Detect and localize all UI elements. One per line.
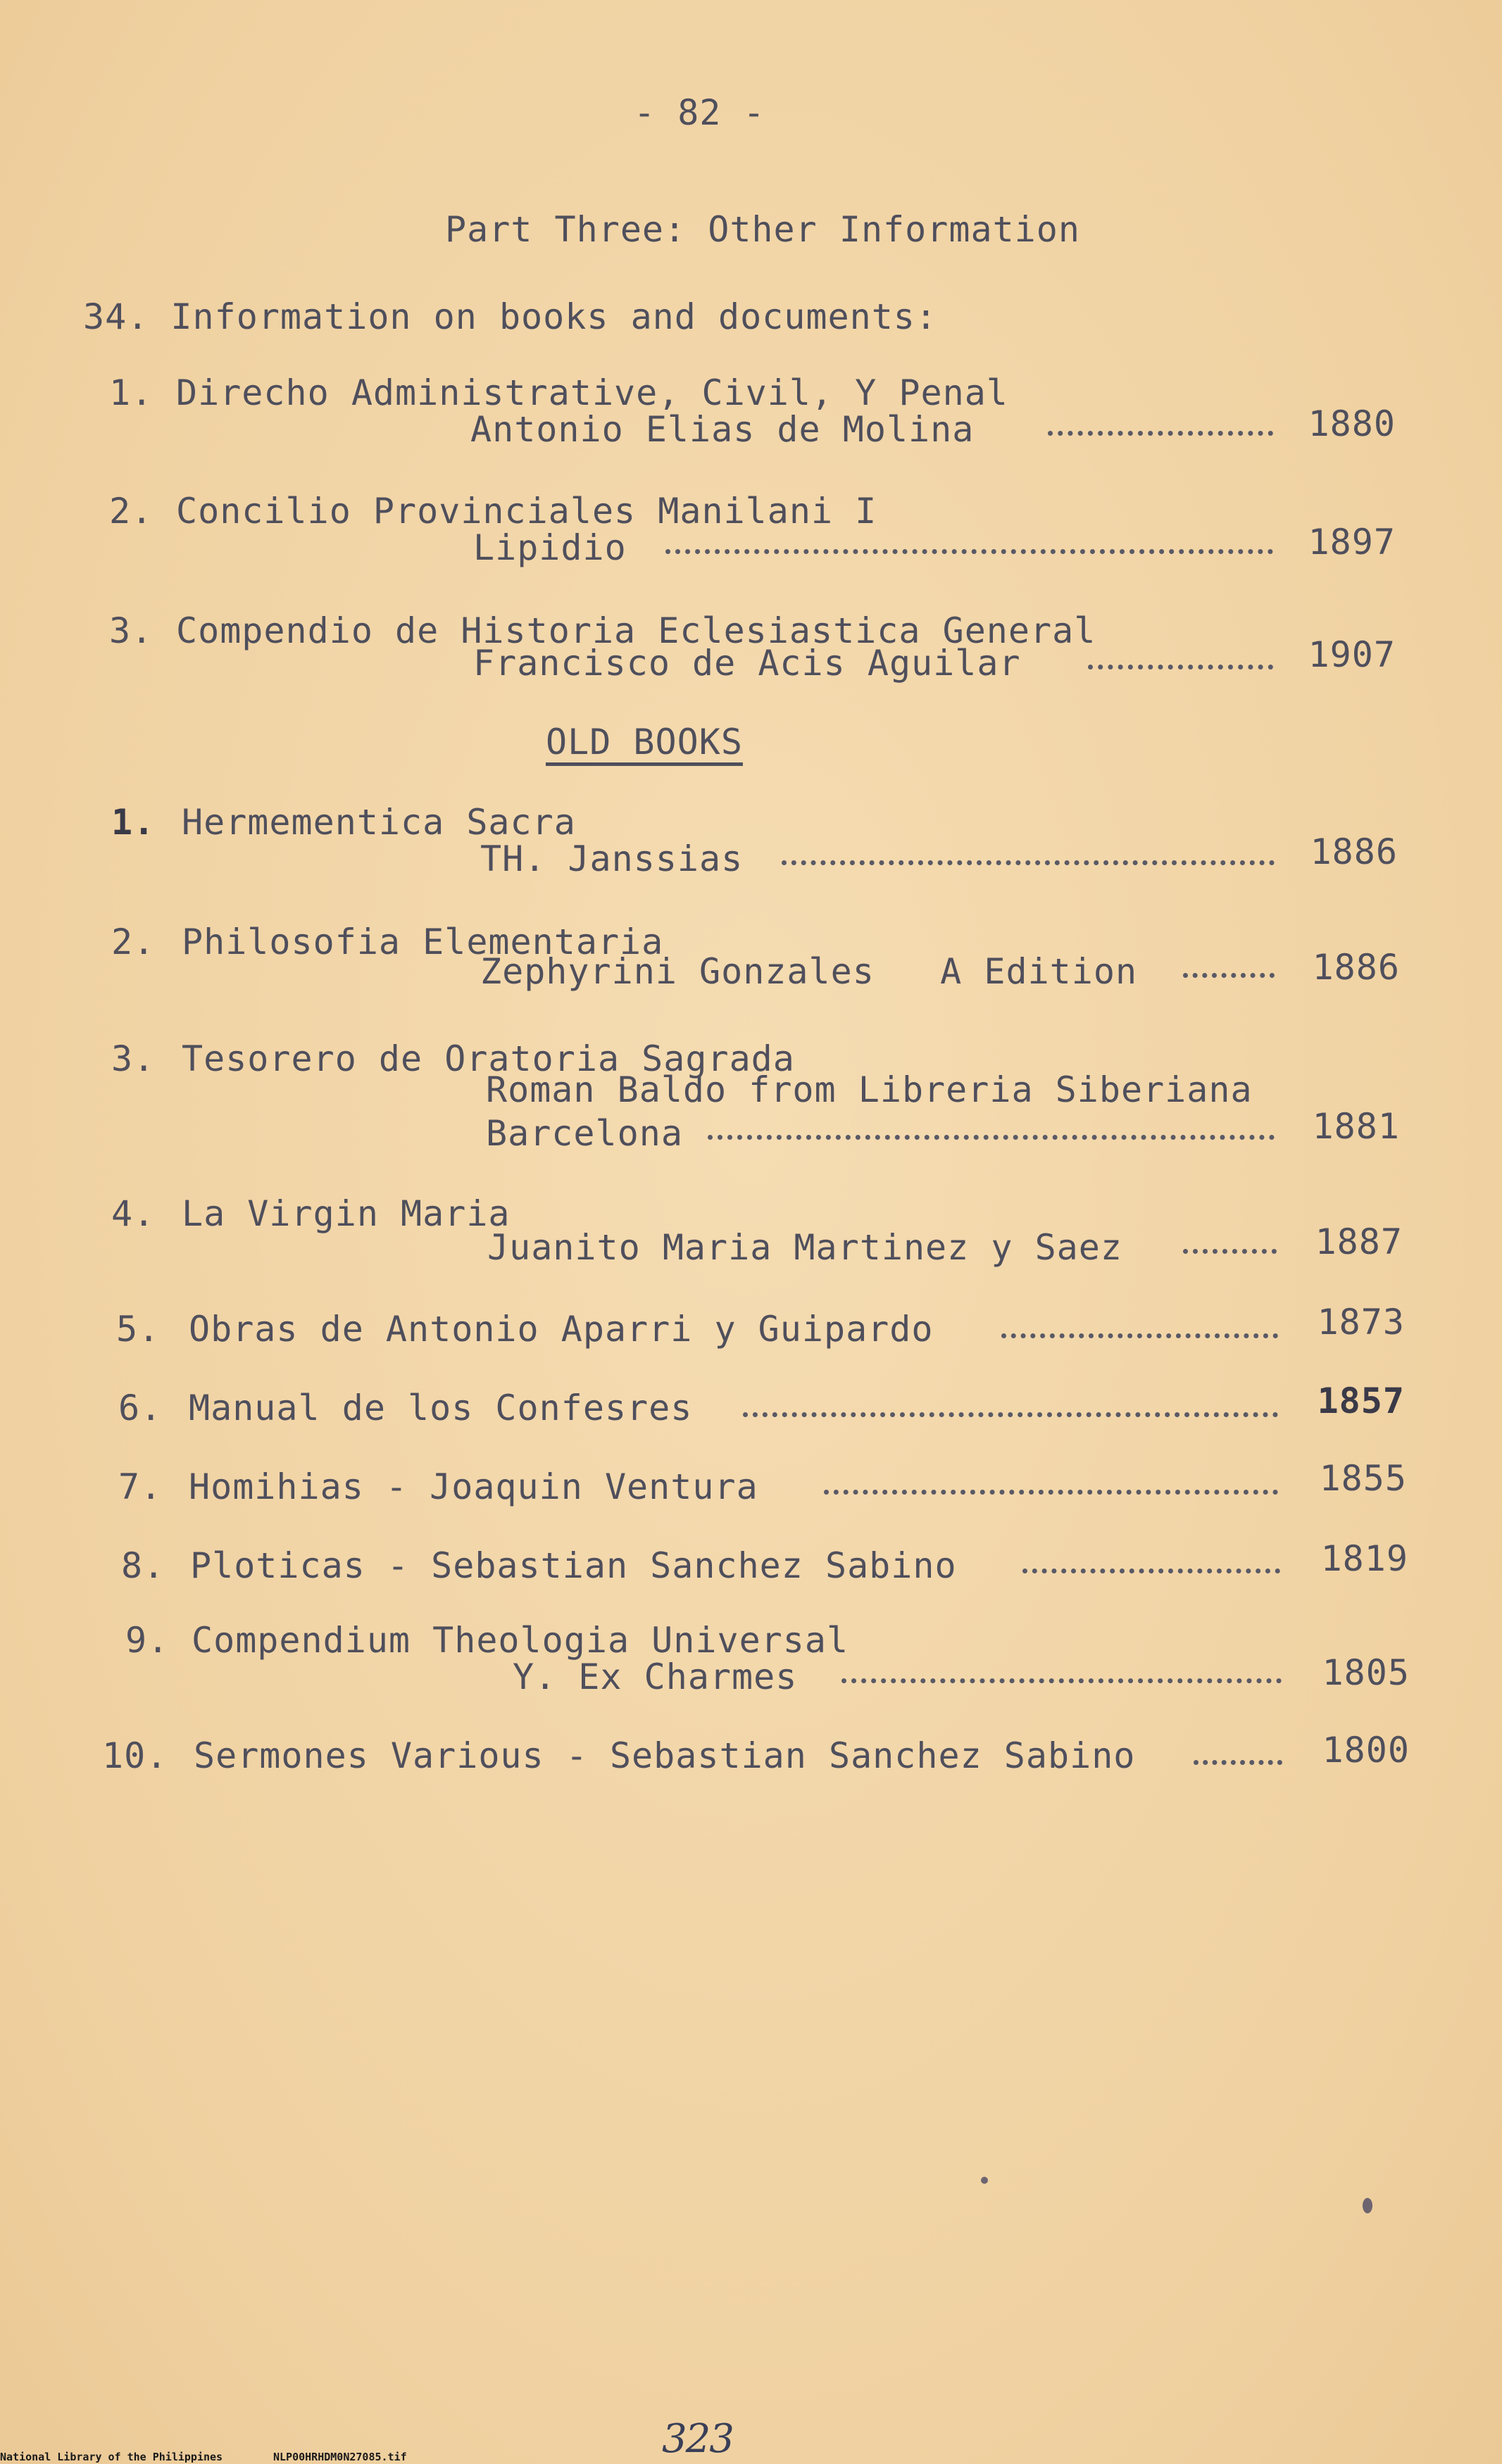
entry-year: 1886 bbox=[1310, 831, 1398, 872]
file-name-stamp: NLP00HRHDM0N27085.tif bbox=[273, 2451, 407, 2463]
leader-dots bbox=[1001, 1329, 1278, 1338]
entry-number: 4. bbox=[111, 1193, 156, 1234]
entry-number: 3. bbox=[109, 610, 154, 651]
leader-dots bbox=[1088, 660, 1273, 670]
entry-title: Concilio Provinciales Manilani I bbox=[176, 491, 877, 532]
entry-title: Direcho Administrative, Civil, Y Penal bbox=[176, 372, 1008, 413]
entry-year: 1897 bbox=[1308, 522, 1396, 562]
part-heading: Part Three: Other Information bbox=[445, 209, 1080, 250]
entry-year: 1880 bbox=[1308, 403, 1396, 444]
entry-author: Juanito Maria Martinez y Saez bbox=[487, 1227, 1122, 1268]
entry-author: TH. Janssias bbox=[480, 838, 744, 879]
leader-dots bbox=[708, 1131, 1275, 1140]
entry-title: Tesorero de Oratoria Sagrada bbox=[182, 1038, 795, 1079]
entry-number: 1. bbox=[109, 372, 154, 413]
entry-number: 8. bbox=[121, 1545, 165, 1586]
scan-speck bbox=[1363, 2198, 1372, 2213]
entry-publisher: Roman Baldo from Libreria Siberiana bbox=[486, 1069, 1253, 1110]
library-stamp: National Library of the Philippines bbox=[0, 2451, 223, 2463]
entry-number: 3. bbox=[111, 1038, 156, 1079]
entry-year: 1805 bbox=[1322, 1652, 1410, 1693]
old-books-heading: OLD BOOKS bbox=[546, 722, 743, 762]
entry-number: 7. bbox=[118, 1466, 163, 1507]
entry-number: 1. bbox=[111, 802, 156, 843]
entry-number: 5. bbox=[116, 1309, 161, 1350]
entry-year: 1886 bbox=[1312, 947, 1400, 988]
leader-dots bbox=[824, 1485, 1278, 1495]
entry-year: 1819 bbox=[1320, 1538, 1408, 1579]
entry-year: 1907 bbox=[1308, 634, 1396, 675]
leader-dots bbox=[1022, 1564, 1280, 1573]
entry-title: Obras de Antonio Aparri y Guipardo bbox=[189, 1309, 934, 1350]
leader-dots bbox=[1048, 427, 1273, 436]
entry-number: 6. bbox=[118, 1388, 163, 1428]
scan-speck bbox=[981, 2177, 988, 2184]
entry-title: Sermones Various - Sebastian Sanchez Sabino bbox=[194, 1735, 1136, 1776]
entry-number: 10. bbox=[102, 1735, 168, 1776]
entry-title: Compendio de Historia Eclesiastica General bbox=[176, 610, 1096, 651]
entry-year: 1800 bbox=[1322, 1730, 1410, 1771]
leader-dots bbox=[665, 545, 1273, 554]
entry-title: Homihias - Joaquin Ventura bbox=[189, 1466, 758, 1507]
entry-title: Manual de los Confesres bbox=[189, 1388, 693, 1428]
entry-year: 1857 bbox=[1317, 1381, 1405, 1421]
entry-year: 1887 bbox=[1315, 1221, 1403, 1262]
entry-author: Francisco de Acis Aguilar bbox=[473, 643, 1021, 684]
entry-author: Lipidio bbox=[473, 527, 627, 568]
entry-author: Zephyrini Gonzales A Edition bbox=[480, 951, 1138, 992]
entry-number: 2. bbox=[109, 491, 154, 532]
entry-title: Compendium Theologia Universal bbox=[192, 1620, 849, 1661]
entry-place: Barcelona bbox=[486, 1113, 683, 1154]
leader-dots bbox=[743, 1408, 1278, 1417]
entry-title: Philosofia Elementaria bbox=[182, 922, 664, 962]
entry-year: 1873 bbox=[1317, 1302, 1405, 1343]
entry-author: Antonio Elias de Molina bbox=[470, 409, 975, 450]
entry-title: La Virgin Maria bbox=[182, 1193, 511, 1234]
handwritten-page-number: 323 bbox=[662, 2416, 733, 2462]
entry-number: 9. bbox=[125, 1620, 170, 1661]
entry-title: Ploticas - Sebastian Sanchez Sabino bbox=[190, 1545, 957, 1586]
entry-number: 2. bbox=[111, 922, 156, 962]
entry-year: 1881 bbox=[1312, 1106, 1400, 1147]
section-intro: 34. Information on books and documents: bbox=[83, 296, 937, 337]
leader-dots bbox=[841, 1674, 1282, 1683]
leader-dots bbox=[782, 856, 1275, 865]
page-number: - 82 - bbox=[634, 92, 765, 133]
entry-author: Y. Ex Charmes bbox=[513, 1657, 798, 1697]
entry-title: Hermementica Sacra bbox=[182, 802, 576, 843]
entry-year: 1855 bbox=[1319, 1458, 1407, 1499]
